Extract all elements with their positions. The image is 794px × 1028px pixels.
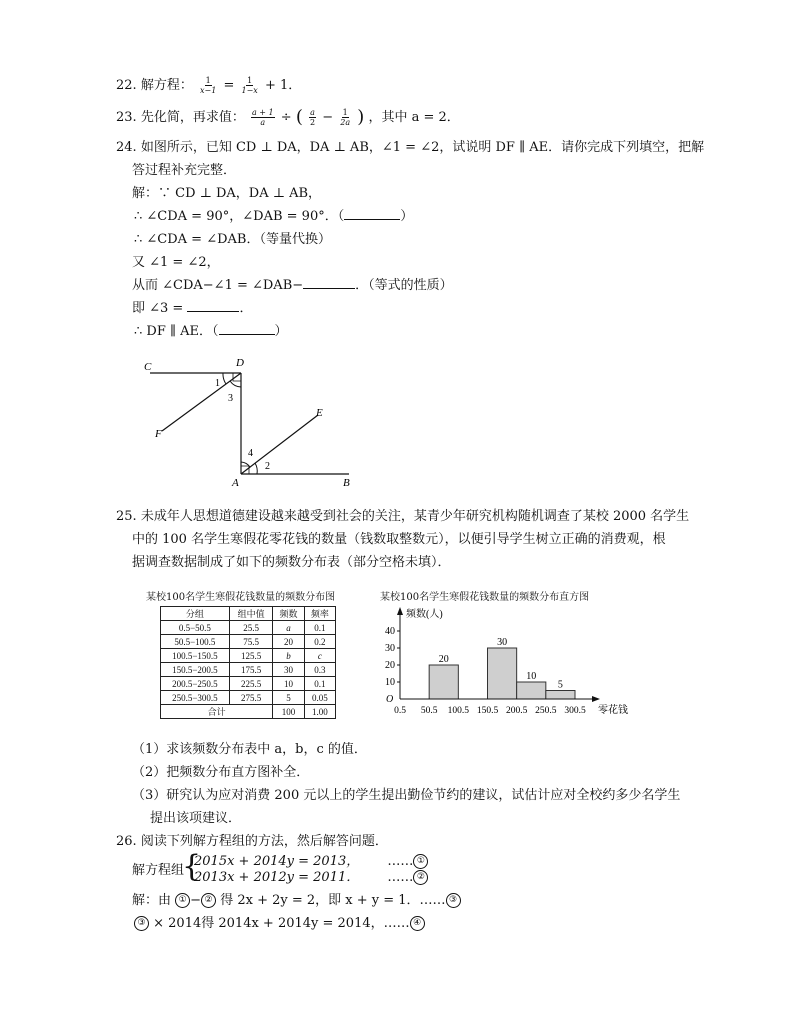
table-cell: 0.2	[304, 635, 335, 649]
question-24-line1	[116, 139, 704, 157]
fraction	[339, 108, 351, 127]
fraction	[309, 108, 316, 127]
question-number: 24.	[116, 140, 137, 155]
solution-step-3: ∴ ∠CDA = ∠DAB．（等量代换）	[134, 232, 331, 247]
point-a-label: A	[232, 477, 239, 489]
table-cell: c	[304, 649, 335, 663]
step-text-end: ．（等式的性质）	[355, 278, 453, 293]
table-row	[161, 621, 336, 635]
angle-4-label: 4	[248, 448, 253, 459]
equals-sign: =	[223, 78, 235, 93]
table-cell: 100	[273, 705, 304, 719]
circled-number-2: ②	[201, 893, 216, 908]
fraction	[199, 76, 217, 95]
table-cell: 0.5−50.5	[161, 621, 230, 635]
table-cell: 20	[273, 635, 304, 649]
question-text: 阅读下列解方程组的方法，然后解答问题．	[140, 834, 388, 849]
circled-number-3: ③	[134, 916, 149, 931]
y-axis-arrow	[397, 607, 403, 615]
y-axis-label: 频数(人)	[406, 609, 443, 620]
table-header-cell: 组中值	[229, 607, 273, 621]
x-tick-label: 300.5	[564, 706, 586, 716]
table-cell: 0.05	[304, 691, 335, 705]
x-tick-label: 50.5	[420, 706, 438, 716]
histogram-chart	[364, 603, 644, 723]
point-b-label: B	[343, 477, 350, 489]
y-tick-label: 10	[385, 677, 395, 688]
question-25-line1	[116, 508, 689, 526]
question-25-part-3-cont: 提出该项建议．	[150, 811, 242, 826]
step-text: 从而 ∠CDA−∠1 = ∠DAB−	[132, 278, 304, 293]
table-row	[161, 635, 336, 649]
geometry-figure	[140, 352, 370, 492]
numerator: 1	[205, 76, 211, 85]
table-row	[161, 677, 336, 691]
numerator: 1	[247, 76, 253, 85]
table-cell: 0.1	[304, 677, 335, 691]
y-tick-label: 40	[385, 626, 395, 637]
condition-text: ，其中 a = 2．	[368, 110, 460, 125]
table-cell: 250.5−300.5	[161, 691, 230, 705]
question-number: 22.	[116, 78, 137, 93]
line-ae	[241, 415, 318, 474]
question-25-part-2: （2）把频数分布直方图补全．	[132, 765, 310, 780]
question-number: 26.	[116, 834, 137, 849]
question-text: 先化简，再求值：	[140, 110, 245, 125]
point-e-label: E	[316, 407, 323, 419]
table-cell: 275.5	[229, 691, 273, 705]
ellipsis: ……	[387, 854, 414, 869]
ellipsis: ……	[387, 870, 414, 885]
table-header-row	[161, 607, 336, 621]
denominator: 1−x	[241, 86, 258, 95]
fraction	[251, 108, 275, 127]
equation-text: 2015x + 2014y = 2013，	[194, 854, 360, 869]
minus-sign: −	[190, 893, 202, 908]
step-text-end: ）	[400, 209, 414, 224]
question-23	[116, 108, 460, 127]
table-cell: 150.5−200.5	[161, 663, 230, 677]
angle-1-label: 1	[215, 378, 220, 389]
denominator: x−1	[199, 86, 217, 95]
point-c-label: C	[144, 361, 152, 373]
solution-step-4: 又 ∠1 = ∠2，	[132, 255, 220, 270]
question-text: 如图所示，已知 CD ⊥ DA，DA ⊥ AB，∠1 = ∠2，试说明 DF ∥ AE．请你完成下列填空，把解	[140, 140, 705, 155]
table-cell: 1.00	[304, 705, 335, 719]
circled-number-1: ①	[413, 854, 428, 869]
question-text: 解方程：	[140, 78, 193, 93]
step-text: ∴ DF ∥ AE．（	[134, 324, 219, 339]
divide-sign: ÷	[280, 110, 292, 125]
numerator: 1	[342, 108, 348, 117]
table-row	[161, 649, 336, 663]
question-25-line2: 中的 100 名学生寒假花零花钱的数量（钱数取整数元），以便引导学生树立正确的消费观，根	[132, 532, 666, 547]
denominator: 2a	[340, 118, 351, 127]
solution-step-1: 解：∵ CD ⊥ DA，DA ⊥ AB，	[132, 186, 322, 201]
bar-value-label: 30	[497, 637, 508, 648]
answer-blank[interactable]	[344, 219, 400, 220]
answer-blank[interactable]	[187, 311, 239, 312]
minus-sign: −	[322, 110, 334, 125]
origin-label: O	[386, 694, 394, 705]
histogram-bar	[488, 648, 517, 699]
x-tick-label: 100.5	[447, 706, 470, 716]
question-25-part-3: （3）研究认为应对消费 200 元以上的学生提出勤俭节约的建议，试估计应对全校约多少名学生	[132, 788, 681, 803]
table-header-cell: 频率	[304, 607, 335, 621]
circled-number-2: ②	[413, 870, 428, 885]
fraction	[240, 76, 258, 95]
equation-text: 2013x + 2012y = 2011．	[194, 870, 360, 885]
system-equation-2	[194, 869, 428, 887]
denominator: a	[260, 118, 266, 127]
y-tick-label: 20	[385, 660, 395, 671]
angle-3-label: 3	[228, 393, 233, 404]
table-row	[161, 691, 336, 705]
frequency-table	[160, 606, 336, 719]
table-cell: 100.5−150.5	[161, 649, 230, 663]
table-cell: 25.5	[229, 621, 273, 635]
x-tick-label: 250.5	[535, 706, 557, 716]
right-paren: )	[357, 106, 365, 128]
answer-blank[interactable]	[219, 334, 275, 335]
question-24-line2: 答过程补充完整．	[132, 163, 237, 178]
point-f-label: F	[155, 428, 162, 440]
histogram-title: 某校100名学生寒假花钱数量的频数分布直方图	[380, 592, 590, 603]
table-cell: b	[273, 649, 304, 663]
question-25-line3: 据调查数据制成了如下的频数分布表（部分空格未填）．	[132, 555, 451, 570]
question-text: 未成年人思想道德建设越来越受到社会的关注，某青少年研究机构随机调查了某校 2000 名学生	[140, 509, 690, 524]
x-tick-label: 200.5	[505, 706, 528, 716]
x-axis-arrow	[592, 696, 600, 702]
x-tick-label: 150.5	[476, 706, 499, 716]
table-cell: 合计	[161, 705, 273, 719]
table-cell: 30	[273, 663, 304, 677]
table-cell: 0.3	[304, 663, 335, 677]
x-tick-label: 0.5	[394, 706, 406, 716]
table-cell: 5	[273, 691, 304, 705]
solution-step-5	[132, 277, 453, 295]
step-text-end: ）	[274, 324, 288, 339]
histogram-bar	[517, 682, 546, 699]
bar-value-label: 5	[557, 679, 563, 691]
table-cell: 175.5	[229, 663, 273, 677]
circled-number-4: ④	[410, 916, 425, 931]
table-header-cell: 分组	[161, 607, 230, 621]
left-paren: (	[295, 106, 303, 128]
solution-step-6	[132, 300, 252, 318]
question-22	[116, 76, 301, 95]
question-26-line1	[116, 833, 388, 851]
angle-2-label: 2	[265, 461, 270, 472]
solution-step-2	[134, 208, 413, 226]
solution-line-1	[132, 892, 461, 910]
table-cell: 200.5−250.5	[161, 677, 230, 691]
table-cell: 75.5	[229, 635, 273, 649]
equation-tail: + 1．	[264, 78, 302, 93]
step-text: × 2014得 2014x + 2014y = 2014，……	[153, 916, 410, 931]
histogram-bar	[546, 691, 575, 700]
system-label: 解方程组	[132, 863, 185, 878]
table-cell: 10	[273, 677, 304, 691]
solution-step-7	[134, 323, 288, 341]
table-cell: a	[273, 621, 304, 635]
solution-line-2	[134, 915, 425, 933]
table-total-row	[161, 705, 336, 719]
step-text: ∴ ∠CDA = 90°，∠DAB = 90°．（	[134, 209, 345, 224]
step-text-end: ．	[239, 301, 253, 316]
table-title: 某校100名学生寒假花钱数量的频数分布图	[146, 592, 336, 603]
numerator: a	[310, 108, 315, 117]
bar-value-label: 10	[526, 671, 537, 682]
table-cell: 50.5−100.5	[161, 635, 230, 649]
point-d-label: D	[236, 357, 244, 369]
step-text: 解：由	[132, 893, 172, 908]
angle-1-arc	[223, 373, 226, 384]
step-text: 即 ∠3 =	[132, 301, 184, 316]
question-number: 25.	[116, 509, 137, 524]
table-cell: 0.1	[304, 621, 335, 635]
question-number: 23.	[116, 110, 137, 125]
histogram-bar	[429, 665, 458, 699]
step-text: 得 2x + 2y = 2，即 x + y = 1．……	[220, 893, 446, 908]
circled-number-3: ③	[446, 893, 461, 908]
numerator: a + 1	[251, 108, 274, 117]
answer-blank[interactable]	[303, 288, 355, 289]
system-brace: {	[182, 849, 202, 884]
table-cell: 225.5	[229, 677, 273, 691]
table-row	[161, 663, 336, 677]
y-tick-label: 30	[385, 643, 395, 654]
angle-2-arc	[255, 463, 257, 474]
table-cell: 125.5	[229, 649, 273, 663]
table-header-cell: 频数	[273, 607, 304, 621]
bar-value-label: 20	[438, 654, 449, 665]
circled-number-1: ①	[175, 893, 190, 908]
denominator: 2	[310, 118, 316, 127]
question-25-part-1: （1）求该频数分布表中 a，b，c 的值．	[132, 742, 367, 757]
x-axis-label: 零花钱	[598, 705, 628, 716]
angle-3-arc	[230, 381, 241, 387]
